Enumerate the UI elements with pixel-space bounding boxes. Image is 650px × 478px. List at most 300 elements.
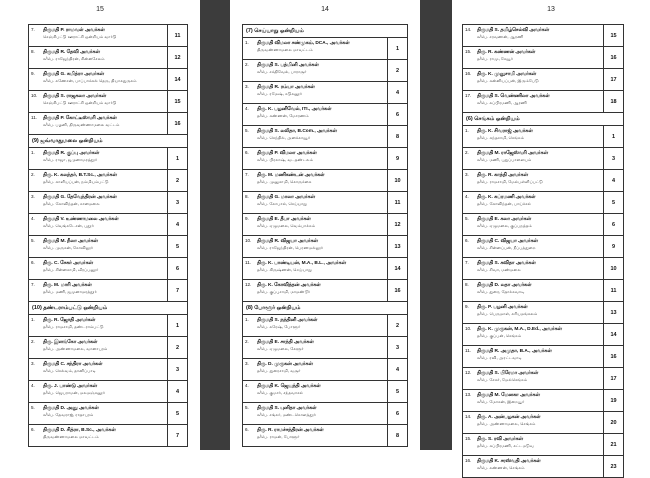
- member-name: திரு. S. ரவி அவர்கள்: [477, 437, 523, 442]
- member-cell: [257, 192, 387, 213]
- table-row: [29, 113, 187, 135]
- table-row: [463, 148, 623, 170]
- member-name: திரு. K. சுப்ரமணி அவர்கள்: [477, 195, 536, 200]
- serial-number: 12.: [465, 370, 472, 375]
- table-row: [243, 315, 407, 337]
- ward-number: 1: [167, 148, 187, 169]
- member-name: திரு. M. மணிகண்டன் அவர்கள்: [257, 173, 325, 178]
- page-number: 15: [96, 6, 104, 13]
- ward-number: 17: [603, 69, 623, 90]
- serial-number: 14.: [465, 27, 472, 32]
- member-cell: [43, 214, 167, 235]
- member-cell: [477, 214, 603, 235]
- serial-number: 10.: [465, 326, 472, 331]
- table-row: [243, 148, 407, 170]
- member-address: த/பெ. முனுசாமி, கொருக்கை: [257, 179, 312, 184]
- ward-number: 4: [167, 381, 187, 402]
- member-cell: [43, 425, 167, 446]
- table-row: [243, 104, 407, 126]
- ward-number: 2: [387, 315, 407, 336]
- member-cell: [43, 170, 167, 191]
- section-heading: (9) ஜவ்வாதுமலை ஒன்றியம்: [29, 135, 187, 148]
- ward-number: 2: [167, 337, 187, 358]
- ward-number: 4: [603, 170, 623, 191]
- member-cell: [257, 38, 387, 59]
- member-cell: [257, 104, 387, 125]
- member-cell: [43, 113, 167, 134]
- ward-number: 14: [387, 258, 407, 279]
- member-address: த/பெ. அண்ணாமலை, வானாபுரம்: [43, 346, 108, 351]
- ward-number: 4: [387, 82, 407, 103]
- table-row: [243, 82, 407, 104]
- member-cell: [257, 82, 387, 103]
- table-row: [463, 91, 623, 113]
- member-address: த/பெ. ராமு, சேவூர்: [477, 56, 514, 61]
- member-address: க/பெ. ஏழுமலை, வெம்பாக்கம்: [257, 223, 316, 228]
- ward-number: 14: [603, 324, 623, 345]
- serial-number: 4.: [245, 383, 249, 388]
- member-cell: [257, 280, 387, 301]
- member-address: க/பெ. சங்கர், மண்டகொளத்தூர்: [257, 412, 316, 417]
- table-row: [463, 170, 623, 192]
- serial-number: 2.: [465, 150, 469, 155]
- member-cell: [477, 258, 603, 279]
- member-address: த/பெ. ராமன், போளூர்: [257, 434, 300, 439]
- member-name: திரு. D. முருகன் அவர்கள்: [257, 362, 313, 367]
- member-address: திருவண்ணாமலை மாவட்டம்: [43, 434, 99, 439]
- table-row: [463, 456, 623, 478]
- member-name: திருமதி M. மேனகா அவர்கள்: [477, 393, 540, 398]
- serial-number: 11.: [245, 260, 252, 265]
- table-row: [29, 170, 187, 192]
- table-row: [463, 412, 623, 434]
- member-name: திருமதி P. ராமவள் அவர்கள்: [43, 28, 105, 33]
- ward-number: 5: [603, 192, 623, 213]
- member-address: க/பெ. ராஜேந்திரன், சின்னசேலம்: [43, 56, 105, 61]
- member-cell: [257, 60, 387, 81]
- serial-number: 14.: [465, 414, 472, 419]
- viewer-gutter-left: [200, 0, 230, 450]
- member-address: க/பெ. தேவராஜ், ராதாபுரம்: [43, 412, 94, 417]
- serial-number: 3.: [31, 194, 35, 199]
- serial-number: 9.: [31, 71, 35, 76]
- member-cell: [257, 148, 387, 169]
- member-address: செஞ்சிபட்டு ஊராட்சி ஒன்றியம் வார்டு: [43, 100, 117, 105]
- member-cell: [43, 315, 167, 336]
- member-address: செஞ்சிபட்டு ஊராட்சி ஒன்றியம் வார்டு: [43, 34, 117, 39]
- table-row: [29, 337, 187, 359]
- ward-number: 6: [603, 214, 623, 235]
- member-address: க/பெ. துரை, தோக்கவாடி: [477, 289, 525, 294]
- member-address: த/பெ. ஜெயராமன், மலமஞ்சனூர்: [43, 390, 106, 395]
- member-address: த/பெ. மணி, ஜமுனாமரத்தூர்: [43, 289, 97, 294]
- ward-number: 19: [603, 390, 623, 411]
- table-row: [243, 258, 407, 280]
- member-cell: [257, 236, 387, 257]
- serial-number: 3.: [245, 361, 249, 366]
- member-cell: [43, 25, 167, 46]
- member-cell: [257, 425, 387, 446]
- member-cell: [43, 359, 167, 380]
- member-table: [28, 24, 188, 447]
- serial-number: 4.: [31, 216, 35, 221]
- member-name: திரு. C. சேகர் அவர்கள்: [43, 261, 93, 266]
- serial-number: 8.: [245, 194, 249, 199]
- ward-number: 5: [387, 381, 407, 402]
- ward-number: 21: [603, 434, 623, 455]
- serial-number: 2.: [31, 172, 35, 177]
- ward-number: 4: [167, 214, 187, 235]
- ward-number: 7: [167, 425, 187, 446]
- member-address: க/பெ. ராஜா, ஜமுனாமரத்தூர்: [43, 157, 98, 162]
- member-address: த/பெ. கந்தசாமி, செங்கம்: [477, 135, 524, 140]
- member-cell: [257, 170, 387, 191]
- table-row: [463, 434, 623, 456]
- member-name: திரு. K. முனுசாமி அவர்கள்: [477, 72, 537, 77]
- member-name: திருமதி R. விஜயா அவர்கள்: [257, 239, 318, 244]
- table-row: [29, 214, 187, 236]
- ward-number: 9: [603, 236, 623, 257]
- ward-number: 2: [167, 170, 187, 191]
- member-address: க/பெ. ரவி, அரட்டவாடி: [477, 355, 522, 360]
- table-row: [243, 126, 407, 148]
- member-name: திருமதி D. சித்ரா, B.Sc., அவர்கள்: [43, 428, 116, 433]
- member-cell: [477, 346, 603, 367]
- table-row: [29, 359, 187, 381]
- member-address: க/பெ. சின்னப்பன், நீப்பத்துறை: [477, 245, 536, 250]
- serial-number: 6.: [245, 427, 249, 432]
- ward-number: 7: [167, 280, 187, 301]
- member-address: க/பெ. சுப்பிரமணி, ஆரணி: [477, 100, 527, 105]
- table-row: [463, 302, 623, 324]
- serial-number: 6.: [31, 427, 35, 432]
- member-name: திருமதி C. சந்திரா அவர்கள்: [43, 362, 103, 367]
- ward-number: 11: [603, 280, 623, 301]
- serial-number: 9.: [245, 216, 249, 221]
- serial-number: 6.: [245, 150, 249, 155]
- table-row: [29, 25, 187, 47]
- serial-number: 1.: [31, 317, 35, 322]
- member-cell: [43, 381, 167, 402]
- ward-number: 15: [167, 91, 187, 112]
- serial-number: 1.: [245, 317, 249, 322]
- ward-number: 6: [387, 403, 407, 424]
- member-address: த/பெ. குப்புசாமி, மாமண்டூர்: [257, 289, 311, 294]
- member-name: திரு. இளங்கோ அவர்கள்: [43, 340, 98, 345]
- member-name: திருமதி V. உண்ணாமலை அவர்கள்: [43, 217, 119, 222]
- member-cell: [257, 126, 387, 147]
- member-address: திருவண்ணாமலை மாவட்டம்: [257, 47, 313, 52]
- serial-number: 5.: [31, 405, 35, 410]
- ward-number: 12: [387, 214, 407, 235]
- table-row: [29, 236, 187, 258]
- member-address: த/பெ. காளியப்பன், நம்மியம்பட்டு: [43, 179, 109, 184]
- member-cell: [43, 236, 167, 257]
- member-cell: [477, 126, 603, 147]
- member-name: திரு. M. மாரி அவர்கள்: [43, 283, 92, 288]
- member-address: க/பெ. ரமேஷ், கடுகனூர்: [257, 91, 303, 96]
- member-table: [462, 24, 624, 478]
- serial-number: 16.: [465, 458, 472, 463]
- table-row: [29, 192, 187, 214]
- document-page: [0, 0, 200, 450]
- member-name: திருமதி S. வெண்ணிலா அவர்கள்: [477, 94, 550, 99]
- member-cell: [43, 403, 167, 424]
- member-address: த/பெ. ராமசாமி, தண்டராம்பட்டு: [43, 324, 104, 329]
- table-row: [243, 359, 407, 381]
- member-address: த/பெ. கோவிந்தன், பாய்ச்சல்: [477, 201, 532, 206]
- member-address: க/பெ. செல்வம், தானிப்பாடி: [43, 368, 96, 373]
- member-cell: [477, 456, 603, 477]
- ward-number: 12: [167, 47, 187, 68]
- member-cell: [43, 192, 167, 213]
- member-name: திரு. K. பழனிவேல், ITI., அவர்கள்: [257, 107, 332, 112]
- ward-number: 4: [387, 359, 407, 380]
- member-cell: [477, 434, 603, 455]
- member-cell: [477, 148, 603, 169]
- member-name: திரு. R. ஜோதி அவர்கள்: [43, 318, 96, 323]
- member-cell: [43, 148, 167, 169]
- section-heading: (10) தண்டராம்பட்டு ஒன்றியம்: [29, 302, 187, 315]
- member-name: திருமதி M. ராஜேஸ்வரி அவர்கள்: [477, 151, 548, 156]
- member-name: திரு. P. பழனி அவர்கள்: [477, 305, 528, 310]
- table-row: [243, 192, 407, 214]
- member-address: க/பெ. சரவணன், ஆரணி: [477, 34, 524, 39]
- ward-number: 16: [167, 113, 187, 134]
- serial-number: 8.: [465, 282, 469, 287]
- table-row: [243, 214, 407, 236]
- ward-number: 16: [603, 346, 623, 367]
- member-address: க/பெ. கணேசன், பாப்பாக்கல் தெரு, தியாகதுருகம்: [43, 78, 137, 83]
- member-cell: [257, 258, 387, 279]
- member-cell: [477, 91, 603, 112]
- member-name: திரு. R. கண்ணன் அவர்கள்: [477, 50, 536, 55]
- member-name: திருமதி G. தேவேந்திரன் அவர்கள்: [43, 195, 117, 200]
- table-row: [463, 324, 623, 346]
- table-row: [243, 381, 407, 403]
- ward-number: 20: [603, 412, 623, 433]
- ward-number: 16: [387, 280, 407, 301]
- member-name: திருமதி S. லலிதா, B.Com., அவர்கள்: [257, 129, 337, 134]
- serial-number: 5.: [245, 405, 249, 410]
- member-name: திருமதி S. கவிதா அவர்கள்: [477, 261, 536, 266]
- member-cell: [257, 337, 387, 358]
- ward-number: 23: [603, 456, 623, 477]
- ward-number: 1: [167, 315, 187, 336]
- member-name: திருமதி P. விமலா அவர்கள்: [257, 151, 317, 156]
- ward-number: 10: [387, 170, 407, 191]
- ward-number: 3: [387, 337, 407, 358]
- page-number: 13: [547, 6, 555, 13]
- table-row: [463, 236, 623, 258]
- ward-number: 11: [387, 192, 407, 213]
- table-row: [29, 47, 187, 69]
- member-name: திரு. R. ராமச்சந்திரன் அவர்கள்: [257, 428, 324, 433]
- page-number: 14: [321, 6, 329, 13]
- table-row: [463, 47, 623, 69]
- member-address: த/பெ. பெருமாள், கரியமங்கலம்: [477, 311, 538, 316]
- table-row: [463, 214, 623, 236]
- ward-number: 8: [387, 126, 407, 147]
- table-row: [29, 381, 187, 403]
- member-cell: [43, 91, 167, 112]
- table-row: [29, 425, 187, 447]
- member-cell: [43, 47, 167, 68]
- member-name: திரு. K. முருகன், M.A., D.Ed., அவர்கள்: [477, 327, 562, 332]
- member-name: திருமதி G. மாலா அவர்கள்: [257, 195, 315, 200]
- member-name: திருமதி R. தேவி அவர்கள்: [43, 50, 100, 55]
- table-row: [29, 258, 187, 280]
- member-address: க/பெ. கோபால், செய்யாறு: [257, 201, 307, 206]
- ward-number: 16: [603, 47, 623, 68]
- member-cell: [477, 47, 603, 68]
- member-cell: [477, 390, 603, 411]
- member-address: க/பெ. சுரேஷ், போளூர்: [257, 324, 301, 329]
- member-name: திருமதி S. பிரேமா அவர்கள்: [477, 371, 539, 376]
- member-name: திருமதி P. கோட்டீஸ்வரி அவர்கள்: [43, 116, 117, 121]
- table-row: [463, 258, 623, 280]
- member-name: திருமதி R. அமுதா, B.A., அவர்கள்: [477, 349, 552, 354]
- member-address: த/பெ. ராமசாமி, மேல்பள்ளிப்பட்டு: [477, 179, 543, 184]
- serial-number: 17.: [465, 93, 472, 98]
- member-cell: [43, 69, 167, 90]
- member-address: க/பெ. செந்தில், அனக்காவூர்: [257, 135, 311, 140]
- member-name: திருமதி M. நீலா அவர்கள்: [43, 239, 98, 244]
- section-heading: (7) செய்யாறு ஒன்றியம்: [243, 25, 407, 38]
- member-address: த/பெ. கிருஷ்ணன், செய்யாறு: [257, 267, 312, 272]
- member-name: திருமதி S. தமிழ்செல்வி அவர்கள்: [477, 28, 550, 33]
- table-row: [243, 38, 407, 60]
- member-address: க/பெ. சிவா, மண்மலை: [477, 267, 521, 272]
- member-cell: [477, 324, 603, 345]
- member-name: திருமதி விமலா சண்முகம், DCA., அவர்கள்: [257, 41, 350, 46]
- member-address: த/பெ. கன்னியப்பன், இரும்பேடு: [477, 78, 539, 83]
- serial-number: 13.: [465, 392, 472, 397]
- serial-number: 2.: [31, 339, 35, 344]
- member-address: க/பெ. ஏழுமலை, குப்பநத்தம்: [477, 223, 532, 228]
- ward-number: 6: [167, 258, 187, 279]
- member-cell: [477, 368, 603, 389]
- serial-number: 1.: [465, 128, 469, 133]
- member-name: திருமதி E. சாந்தி அவர்கள்: [257, 340, 314, 345]
- section-heading: (6) செங்கம் ஒன்றியம்: [463, 113, 623, 126]
- ward-number: 17: [603, 368, 623, 389]
- table-row: [29, 91, 187, 113]
- member-name: திருமதி S. நந்தினி அவர்கள்: [257, 318, 318, 323]
- table-row: [29, 403, 187, 425]
- table-row: [29, 148, 187, 170]
- member-address: த/பெ. கண்ணன், மோரணம்: [257, 113, 309, 118]
- member-address: க/பெ. ராஜேந்திரன், பெரணமல்லூர்: [257, 245, 324, 250]
- ward-number: 13: [603, 302, 623, 323]
- serial-number: 1.: [245, 40, 249, 45]
- table-row: [29, 280, 187, 302]
- ward-number: 18: [603, 91, 623, 112]
- member-cell: [477, 412, 603, 433]
- serial-number: 5.: [31, 238, 35, 243]
- member-name: திருமதி S. புனிதா அவர்கள்: [257, 406, 317, 411]
- ward-number: 3: [167, 192, 187, 213]
- document-page: [452, 0, 650, 470]
- table-row: [29, 315, 187, 337]
- serial-number: 12.: [245, 282, 252, 287]
- member-name: திருமதி C. விஜயா அவர்கள்: [477, 239, 538, 244]
- member-name: திருமதி S. ராஜகலா அவர்கள்: [43, 94, 107, 99]
- table-row: [463, 69, 623, 91]
- ward-number: 6: [387, 104, 407, 125]
- serial-number: 11.: [465, 348, 472, 353]
- member-address: க/பெ. முருகன், கோவிலூர்: [43, 245, 94, 250]
- ward-number: 3: [167, 359, 187, 380]
- serial-number: 1.: [31, 150, 35, 155]
- serial-number: 2.: [245, 339, 249, 344]
- member-table: [242, 24, 408, 447]
- member-cell: [477, 170, 603, 191]
- serial-number: 7.: [245, 172, 249, 177]
- ward-number: 1: [603, 126, 623, 147]
- serial-number: 3.: [245, 84, 249, 89]
- member-name: திருமதி K. சரஸ்வதி அவர்கள்: [477, 459, 541, 464]
- serial-number: 5.: [465, 216, 469, 221]
- table-row: [463, 346, 623, 368]
- ward-number: 2: [387, 60, 407, 81]
- table-row: [463, 368, 623, 390]
- member-address: த/பெ. கோவிந்தன், கானமலை: [43, 201, 100, 206]
- member-address: க/பெ. வெங்கடேசன், புதூர்: [43, 223, 94, 228]
- member-address: க/பெ. மணி, புதுப்பாளையம்: [477, 157, 532, 162]
- serial-number: 4.: [465, 194, 469, 199]
- table-row: [463, 126, 623, 148]
- serial-number: 5.: [245, 128, 249, 133]
- serial-number: 11.: [31, 115, 38, 120]
- member-cell: [477, 302, 603, 323]
- member-cell: [43, 280, 167, 301]
- member-name: திருமதி E. கலா அவர்கள்: [477, 217, 532, 222]
- member-address: க/பெ. சேகர், மேல்செங்கம்: [477, 377, 528, 382]
- member-cell: [257, 359, 387, 380]
- member-address: க/பெ. கண்ணன், செங்கம்: [477, 465, 525, 470]
- member-name: திரு. K. சிவராஜ் அவர்கள்: [477, 129, 533, 134]
- serial-number: 16.: [465, 71, 472, 76]
- document-page: [230, 0, 420, 450]
- table-row: [29, 69, 187, 91]
- member-cell: [43, 258, 167, 279]
- ward-number: 11: [167, 25, 187, 46]
- serial-number: 7.: [31, 27, 35, 32]
- ward-number: 14: [167, 69, 187, 90]
- member-address: க/பெ. பிரகாஷ், வடதண்டலம்: [257, 157, 313, 162]
- member-cell: [257, 381, 387, 402]
- table-row: [243, 403, 407, 425]
- member-name: திருமதி D. லதா அவர்கள்: [477, 283, 532, 288]
- ward-number: 15: [603, 25, 623, 46]
- member-name: திருமதி K. ஜெயந்தி அவர்கள்: [257, 384, 321, 389]
- ward-number: 9: [387, 148, 407, 169]
- table-row: [243, 280, 407, 302]
- member-address: த/பெ. சின்னசாமி, வீரப்பனூர்: [43, 267, 99, 272]
- member-name: திரு. A. அன்பழகன் அவர்கள்: [477, 415, 541, 420]
- member-address: த/பெ. அண்ணாமலை, செங்கம்: [477, 421, 536, 426]
- serial-number: 4.: [245, 106, 249, 111]
- ward-number: 1: [387, 38, 407, 59]
- member-name: திருமதி S. பத்மினி அவர்கள்: [257, 63, 319, 68]
- ward-number: 8: [387, 425, 407, 446]
- table-row: [243, 236, 407, 258]
- serial-number: 8.: [31, 49, 35, 54]
- serial-number: 3.: [31, 361, 35, 366]
- member-address: க/பெ. ஏழுமலை, கேளூர்: [257, 346, 304, 351]
- ward-number: 3: [603, 148, 623, 169]
